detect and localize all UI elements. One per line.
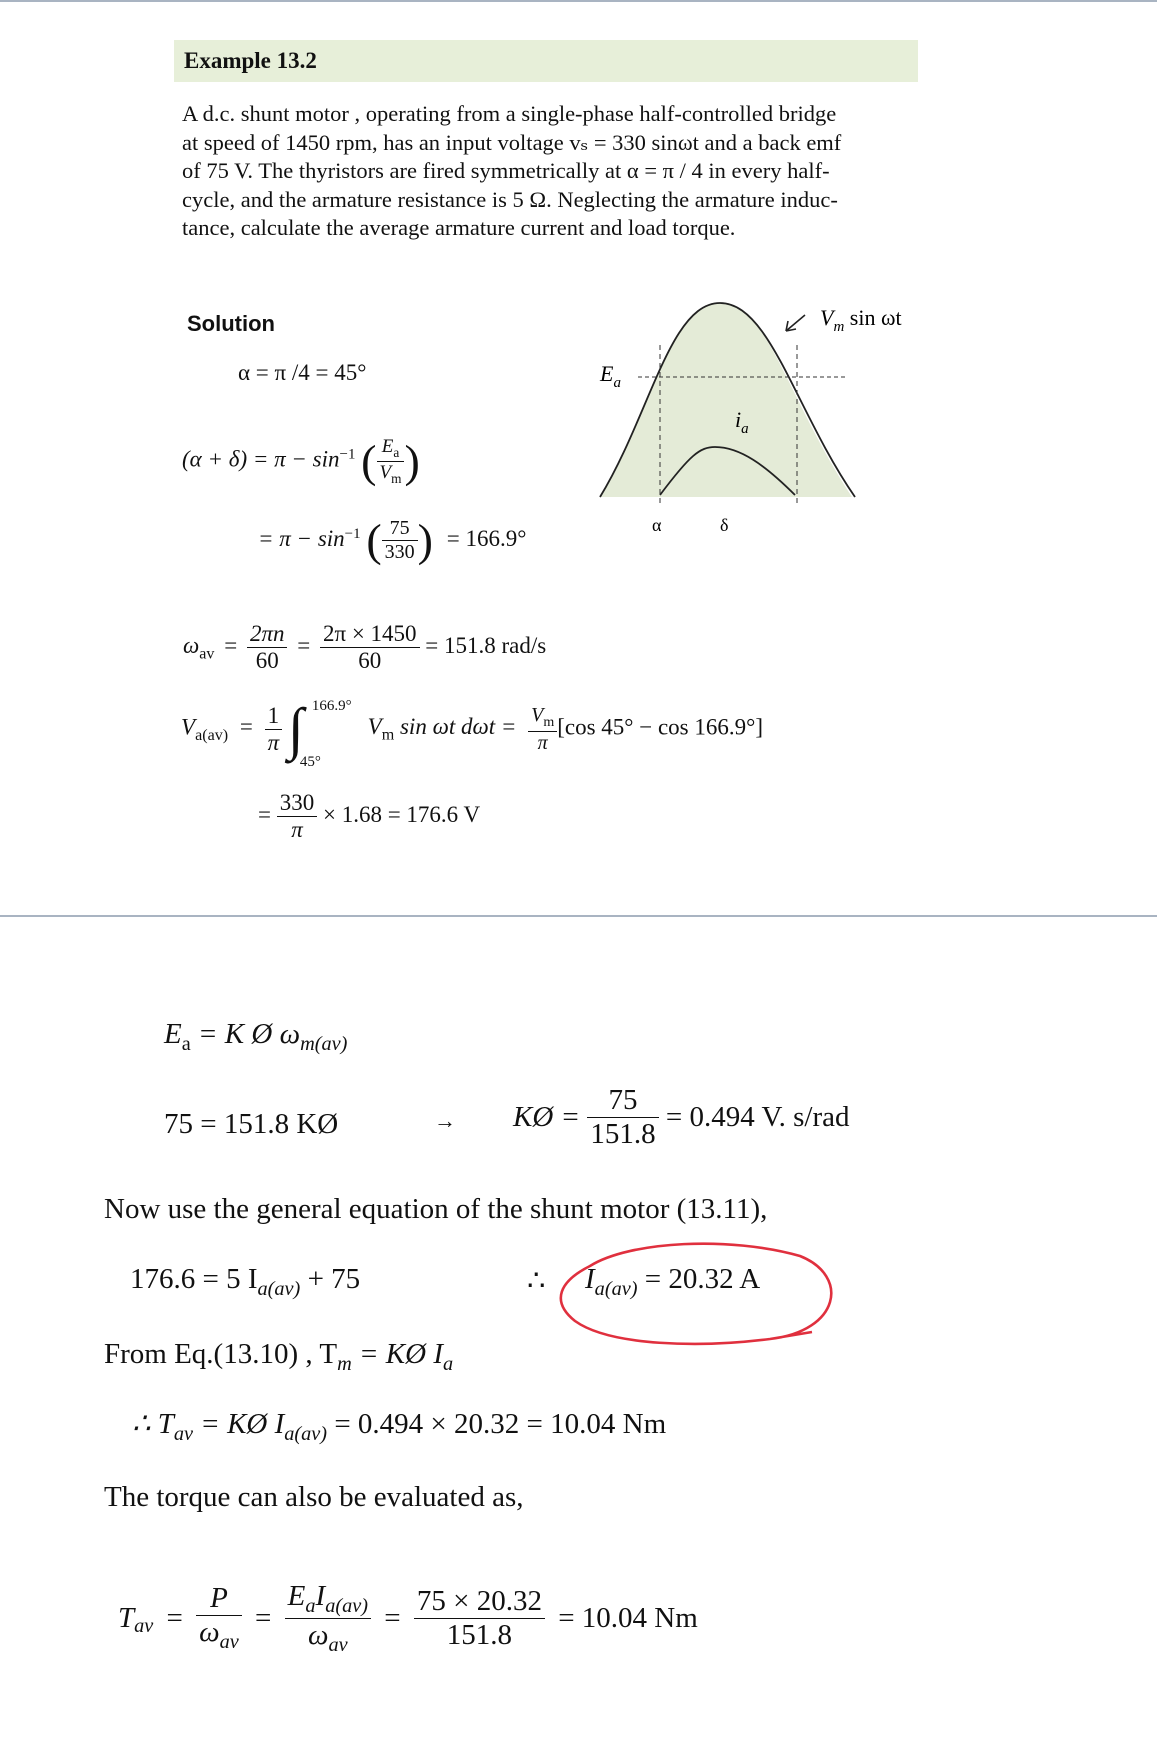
frac-num-sub: a — [305, 1594, 316, 1617]
top-border — [0, 0, 1157, 2]
p2-from-eq — [104, 1338, 453, 1376]
frac-num-sub: a — [393, 444, 400, 460]
ea-rhs: = K Ø ω — [190, 1018, 301, 1050]
frac-num: 75 — [608, 1084, 638, 1116]
omega-sub: av — [199, 645, 215, 663]
frac-num: 2π × 1450 — [322, 621, 417, 646]
p2-final-eq — [118, 1580, 698, 1657]
from-rest-sub: a — [442, 1352, 454, 1375]
p2-therefore — [527, 1263, 545, 1298]
equals: = — [166, 1601, 183, 1634]
tav-pre: ∴ T — [132, 1408, 174, 1440]
frac-75-330 — [382, 517, 418, 564]
frac-2pi1450-60 — [320, 621, 420, 674]
ea-symbol: E — [164, 1018, 182, 1050]
p2-now-text — [104, 1193, 767, 1226]
frac-eaia-wav — [285, 1580, 371, 1657]
paren-close: ) — [404, 435, 420, 487]
frac-den: π — [265, 729, 283, 756]
eq-ad2-result: = 166.9° — [446, 525, 527, 551]
problem-line: A d.c. shunt motor , operating from a single-phase half-controlled bridge — [182, 101, 837, 126]
eq-alpha-delta — [182, 436, 420, 487]
equals: = — [224, 632, 238, 658]
frac-den: 330 — [382, 540, 418, 564]
eq-va-result — [258, 790, 480, 843]
frac-75x2032-1518 — [414, 1585, 545, 1652]
label-alpha: α — [652, 515, 662, 535]
final-result: = 10.04 Nm — [558, 1601, 698, 1634]
solution-heading: Solution — [187, 311, 275, 336]
ia-symbol: I — [585, 1263, 595, 1295]
ea-rhs-sub: m(av) — [300, 1032, 348, 1055]
omega-symbol: ω — [183, 632, 200, 658]
eq-v-bracket: [cos 45° − cos 166.9°] — [557, 714, 763, 740]
highlight-circle — [550, 1236, 840, 1356]
frac-den: 60 — [320, 647, 420, 674]
v-symbol: V — [181, 714, 196, 740]
frac-den: 60 — [247, 647, 288, 674]
frac-den-sub: m — [391, 470, 402, 486]
eq-omega-av — [183, 621, 546, 674]
frac-den-sub: av — [219, 1631, 239, 1654]
frac-den: ω — [199, 1616, 220, 1649]
label-ea: $E_a$ — [600, 361, 621, 391]
eq-v2-result: × 1.68 = 176.6 V — [322, 801, 481, 827]
eq-1766-sub: a(av) — [257, 1277, 301, 1300]
problem-line: tance, calculate the average armature current and load torque. — [182, 215, 736, 240]
tav-result: = 0.494 × 20.32 = 10.04 Nm — [327, 1408, 667, 1440]
label-vm: $V_m$ sin ωt — [820, 305, 902, 335]
frac-num: V — [531, 703, 544, 726]
ea-sub: a — [181, 1032, 191, 1055]
tav-mid: = KØ I — [193, 1408, 285, 1440]
eq-w-result: = 151.8 rad/s — [425, 632, 547, 658]
equals: = — [258, 801, 271, 827]
integral-lower: 45° — [299, 754, 321, 770]
p2-k-eq — [164, 1108, 338, 1141]
eq-ad-sup: −1 — [339, 446, 356, 463]
eq-1766: 176.6 = 5 I — [130, 1263, 258, 1295]
tav-mid-sub: a(av) — [284, 1422, 328, 1445]
frac-num: 2πn — [249, 621, 285, 646]
paren-open: ( — [361, 435, 377, 487]
integral-upper: 166.9° — [311, 698, 352, 714]
eq-alpha-text: α = π /4 = 45° — [238, 360, 367, 385]
ia-sub: a(av) — [594, 1277, 638, 1300]
example-title-bar — [174, 40, 918, 82]
problem-statement — [182, 100, 927, 243]
frac-num-sub: m — [543, 714, 555, 730]
tav-sub: av — [173, 1422, 193, 1445]
problem-line: of 75 V. The thyristors are fired symmetrically at α = π / 4 in every half- — [182, 158, 830, 183]
v-sub: a(av) — [195, 726, 229, 744]
frac-330-pi — [277, 790, 318, 843]
eq-1766-rest: + 75 — [300, 1263, 361, 1295]
frac-num: P — [210, 1582, 228, 1615]
p2-1766-eq — [130, 1263, 360, 1301]
eq-alpha-delta-2 — [258, 514, 527, 566]
eq-ad-lhs: (α + δ) = π − sin — [182, 446, 340, 472]
p2-tav-eq — [132, 1406, 666, 1446]
frac-den: π — [528, 731, 557, 755]
therefore-icon: ∴ — [527, 1265, 546, 1297]
from-rest: = KØ I — [351, 1338, 443, 1370]
frac-den-sub: av — [328, 1633, 348, 1656]
equals: = — [297, 632, 311, 658]
from-sub: m — [337, 1352, 352, 1375]
k-lhs: 75 = 151.8 KØ — [164, 1108, 339, 1140]
pointer-arrow — [786, 315, 805, 331]
frac-1-pi — [265, 703, 283, 756]
integrand-rest: sin ωt dωt = — [394, 714, 517, 740]
p2-ea-eq — [164, 1018, 347, 1056]
paren-open: ( — [366, 514, 382, 566]
equals: = — [255, 1601, 272, 1634]
frac-p-wav — [196, 1582, 242, 1654]
integrand-v: V — [367, 714, 382, 740]
frac-den: π — [277, 816, 318, 843]
section-divider — [0, 915, 1157, 917]
frac-den: V — [379, 461, 392, 483]
equals: = — [239, 714, 253, 740]
frac-num: 1 — [267, 702, 280, 728]
now-text: Now use the general equation of the shunt motor (13.11), — [104, 1193, 768, 1225]
paren-close: ) — [417, 514, 433, 566]
integrand-sub: m — [381, 726, 395, 744]
frac-num: 75 — [389, 517, 410, 539]
frac-den: 151.8 — [414, 1618, 545, 1652]
frac-num-i-sub: a(av) — [325, 1594, 368, 1617]
k-mid: KØ = — [513, 1101, 581, 1133]
frac-2pin-60 — [247, 621, 288, 674]
frac-den: 151.8 — [587, 1117, 658, 1151]
eq-va-av — [181, 696, 763, 770]
from-text: From Eq.(13.10) , T — [104, 1338, 338, 1370]
frac-num-i: I — [315, 1580, 326, 1612]
arrow-icon: → — [434, 1108, 456, 1133]
problem-line: cycle, and the armature resistance is 5 Ω. Neglecting the armature induc- — [182, 186, 838, 212]
final-lhs: T — [118, 1601, 135, 1634]
integral — [287, 696, 352, 770]
p2-arrow — [434, 1108, 456, 1134]
frac-num: E — [287, 1580, 306, 1612]
p2-k-frac-eq — [513, 1084, 850, 1151]
label-delta: δ — [720, 515, 729, 535]
final-lhs-sub: av — [134, 1614, 154, 1637]
waveform-diagram — [590, 295, 950, 545]
shaded-region — [600, 303, 852, 497]
eq-ad2-sup: −1 — [344, 525, 361, 542]
ia-rest: = 20.32 A — [637, 1263, 761, 1295]
p2-torque-text — [104, 1481, 524, 1514]
frac-75-1518 — [587, 1084, 658, 1151]
frac-ea-vm — [377, 436, 405, 487]
example-title: Example 13.2 — [184, 48, 317, 73]
k-result: = 0.494 V. s/rad — [665, 1101, 850, 1133]
frac-den: ω — [308, 1618, 329, 1651]
eq-alpha — [238, 360, 366, 386]
frac-num: E — [381, 436, 394, 457]
problem-line: at speed of 1450 rpm, has an input voltage vₛ = 330 sinωt and a back emf — [182, 129, 842, 155]
frac-vm-pi — [528, 704, 557, 755]
equals: = — [384, 1601, 401, 1634]
torque-text: The torque can also be evaluated as, — [104, 1481, 524, 1513]
label-ia: $i_a$ — [735, 407, 749, 437]
frac-num: 75 × 20.32 — [416, 1584, 542, 1617]
eq-ad2-lhs: = π − sin — [258, 525, 345, 551]
frac-num: 330 — [279, 790, 315, 815]
integral-sign: ∫ — [287, 696, 304, 761]
